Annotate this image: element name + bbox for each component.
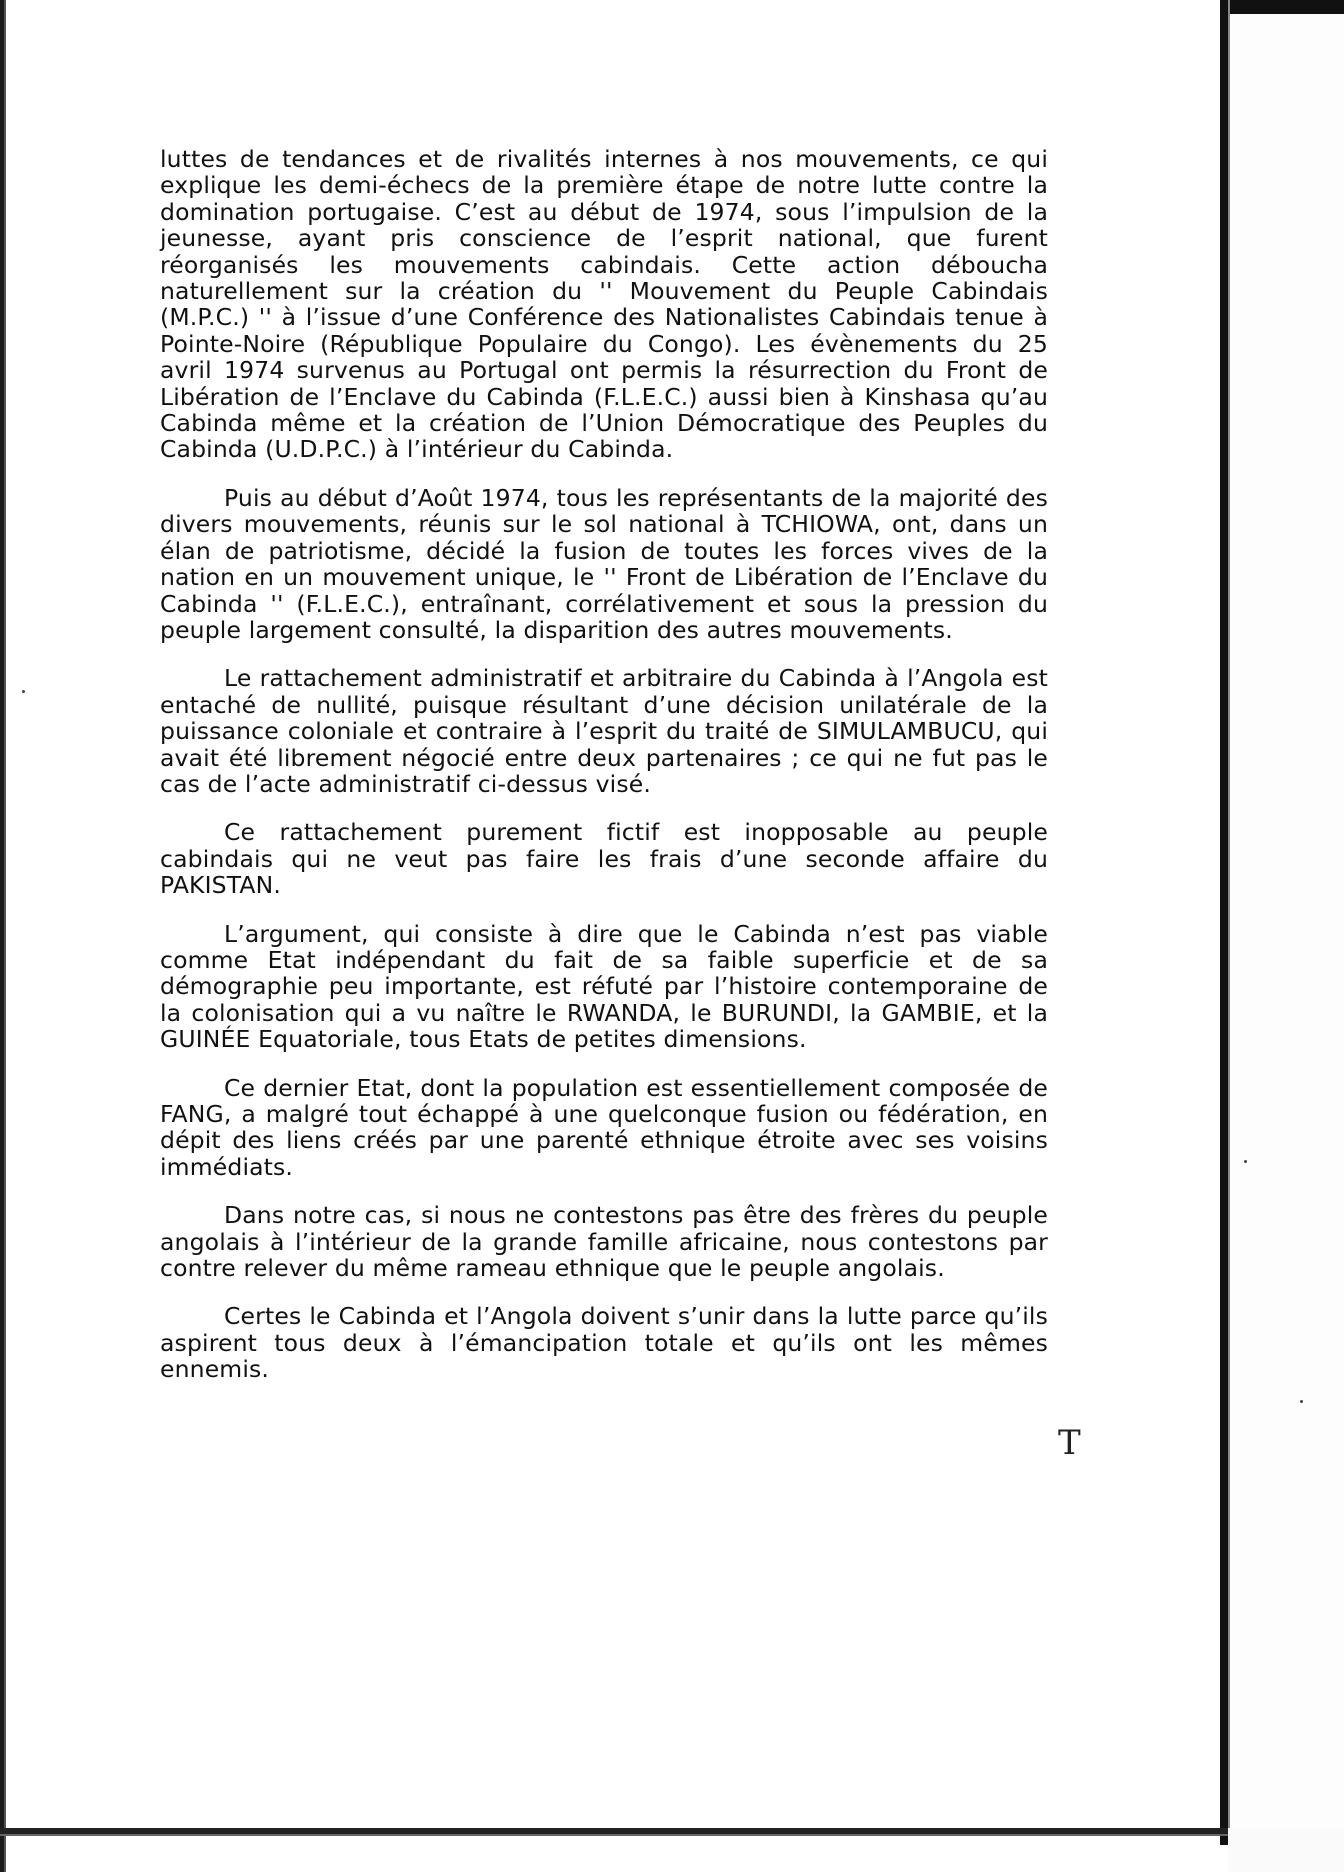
paragraph: luttes de tendances et de rivalités internes à nos mouvements, ce qui explique les demi-échecs de la première étape de notre lutte contre la domination portugaise. C’est au début de 1974, sous l’impulsion de la jeunesse, ayant pris conscience de l’esprit national, que furent réorganisés les mouvements cabindais. Cette action déboucha naturellement sur la création du '' Mouvement du Peuple Cabindais (M.P.C.) '' à l’issue d’une Conférence des Nationalistes Cabindais tenue à Pointe-Noire (République Populaire du Congo). Les évènements du 25 avril 1974 survenus au Portugal ont permis la résurrection du Front de Libération de l’Enclave du Cabinda (F.L.E.C.) aussi bien à Kinshasa qu’au Cabinda même et la création de l’Union Démocratique des Peuples du Cabinda (U.D.P.C.) à l’intérieur du Cabinda. (160, 145, 1048, 464)
scan-speck (22, 690, 25, 693)
scan-edge-right-shadow (1228, 0, 1230, 1845)
paragraph: Puis au début d’Août 1974, tous les représentants de la majorité des divers mouvements, réunis sur le sol national à TCHIOWA, ont, dans un élan de patriotisme, décidé la fusion de toutes les forces vives de la nation en un mouvement unique, le '' Front de Libération de l’Enclave du Cabinda '' (F.L.E.C.), entraînant, corrélativement et sous la pression du peuple largement consulté, la disparition des autres mouvements. (160, 483, 1048, 644)
scan-margin-strip (1230, 14, 1344, 1828)
scan-speck (1244, 1160, 1247, 1163)
paragraph: Ce rattachement purement fictif est inopposable au peuple cabindais qui ne veut pas faire les frais d’une seconde affaire du PAKISTAN. (160, 818, 1048, 900)
document-body (160, 146, 1048, 1405)
scan-edge-bottom (0, 1828, 1230, 1838)
paragraph: Certes le Cabinda et l’Angola doivent s’unir dans la lutte parce qu’ils aspirent tous deux à l’émancipation totale et qu’ils ont les mêmes ennemis. (160, 1302, 1048, 1384)
margin-mark: T (1058, 1423, 1081, 1463)
scan-edge-right (1220, 0, 1228, 1845)
scan-edge-top (1220, 0, 1344, 14)
paragraph: Le rattachement administratif et arbitraire du Cabinda à l’Angola est entaché de nullité, puisque résultant d’une décision unilatérale de la puissance coloniale et contraire à l’esprit du traité de SIMULAMBUCU, qui avait été librement négocié entre deux partenaires ; ce qui ne fut pas le cas de l’acte administratif ci-dessus visé. (160, 664, 1048, 798)
paragraph: L’argument, qui consiste à dire que le Cabinda n’est pas viable comme Etat indépendant du fait de sa faible superficie et de sa démographie peu importante, est réfuté par l’histoire contemporaine de la colonisation qui a vu naître le RWANDA, le BURUNDI, la GAMBIE, et la GUINÉE Equatoriale, tous Etats de petites dimensions. (160, 919, 1048, 1054)
paragraph: Dans notre cas, si nous ne contestons pas être des frères du peuple angolais à l’intérieur de la grande famille africaine, nous contestons par contre relever du même rameau ethnique que le peuple angolais. (160, 1201, 1048, 1283)
scan-edge-left (0, 0, 10, 1872)
scan-corner (1228, 1828, 1344, 1872)
paragraph: Ce dernier Etat, dont la population est essentiellement composée de FANG, a malgré tout échappé à une quelconque fusion ou fédération, en dépit des liens créés par une parenté ethnique étroite avec ses voisins immédiats. (160, 1073, 1048, 1181)
scan-speck (1300, 1400, 1303, 1403)
